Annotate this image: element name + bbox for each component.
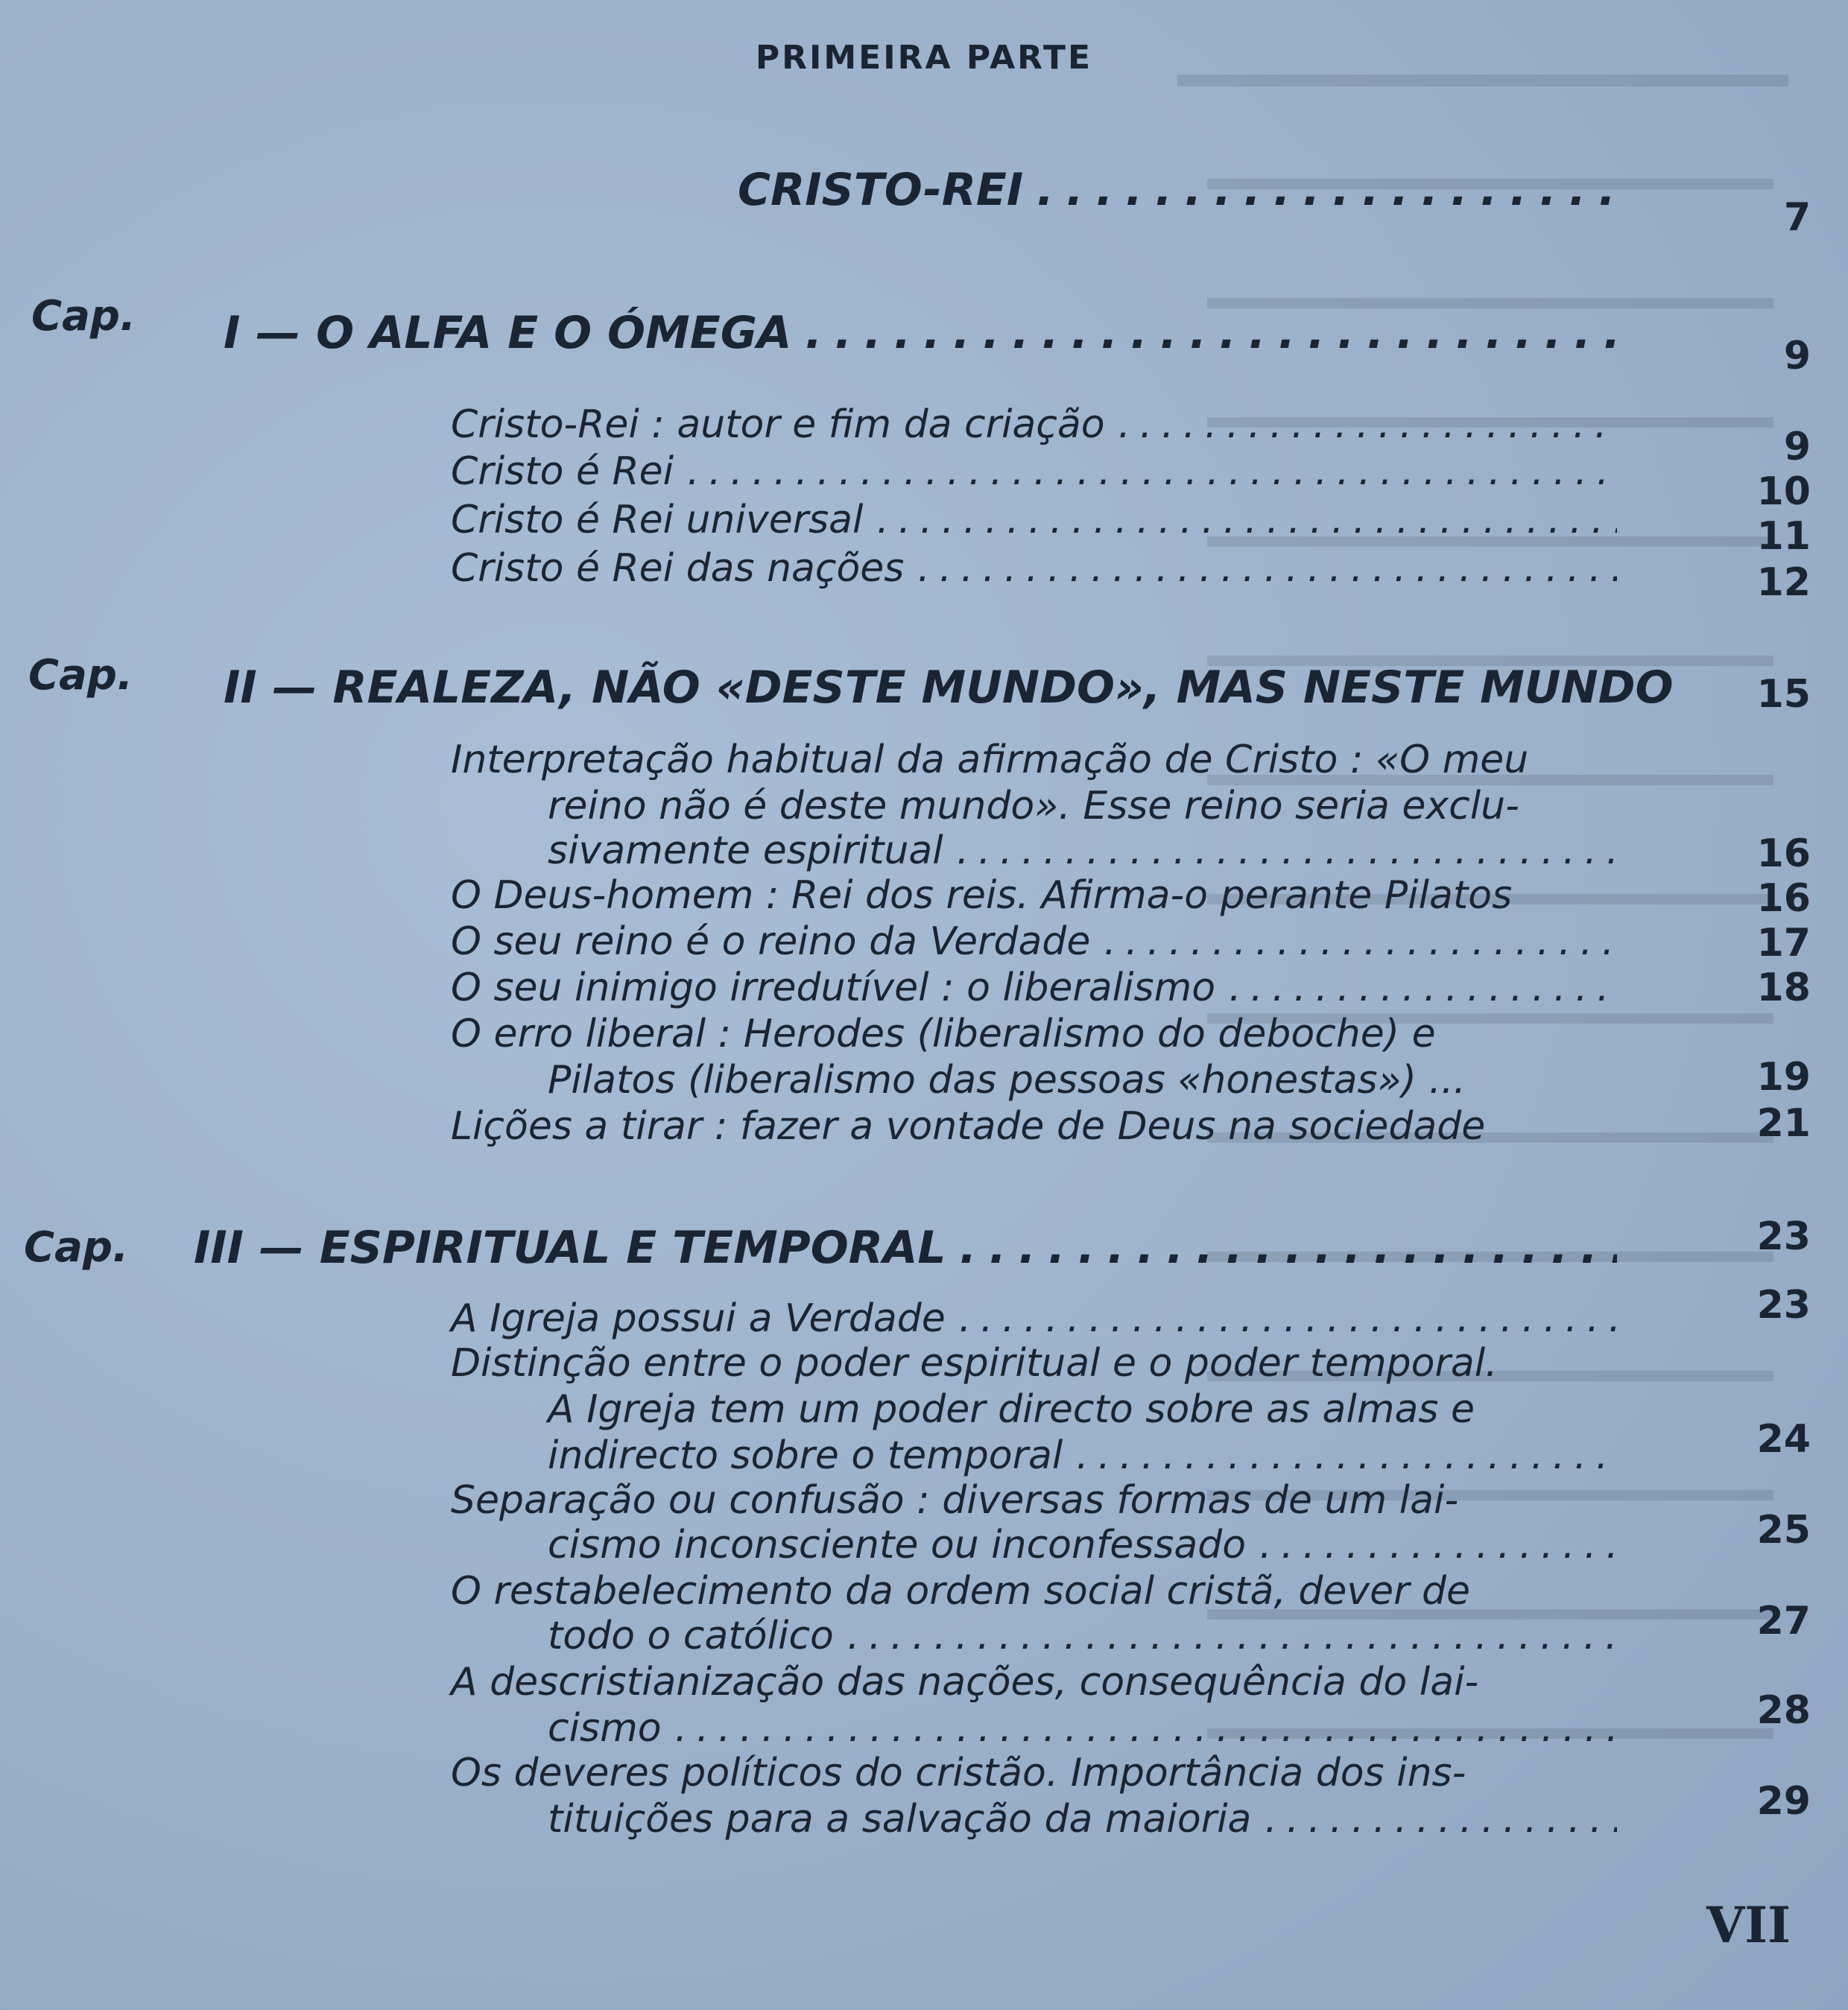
toc-entry-continuation xyxy=(548,1706,1617,1751)
entry-page-number: 27 xyxy=(1756,1599,1811,1643)
toc-entry-continuation xyxy=(548,1433,1617,1478)
leader-dots xyxy=(805,307,1617,359)
entry-text: A Igreja possui a Verdade xyxy=(451,1296,946,1341)
toc-entry xyxy=(451,1296,1617,1341)
chapter-page-number: 9 xyxy=(1783,334,1811,378)
toc-entry xyxy=(451,1478,1617,1523)
entry-text: Pilatos (liberalismo das pessoas «honestas») ... xyxy=(548,1058,1466,1103)
entry-text: reino não é deste mundo». Esse reino seria exclu- xyxy=(548,784,1519,828)
chapter-page-number: 15 xyxy=(1756,672,1811,717)
toc-entry xyxy=(451,1341,1617,1386)
leader-dots xyxy=(917,546,1617,591)
entry-text: indirecto sobre o temporal xyxy=(548,1433,1063,1478)
leader-dots xyxy=(847,1614,1617,1658)
chapter-title-row xyxy=(224,662,1674,714)
entry-page-number: 9 xyxy=(1783,425,1811,469)
entry-text: Cristo é Rei das nações xyxy=(451,546,905,591)
entry-page-number: 19 xyxy=(1756,1055,1811,1100)
chapter-title: III — ESPIRITUAL E TEMPORAL xyxy=(194,1222,946,1274)
toc-entry-continuation xyxy=(548,828,1617,873)
leader-dots xyxy=(959,1296,1617,1341)
toc-entry-continuation xyxy=(548,1797,1617,1842)
entry-page-number: 11 xyxy=(1756,514,1811,559)
toc-entry xyxy=(451,449,1617,494)
entry-text: O erro liberal : Herodes (liberalismo do deboche) e xyxy=(451,1012,1436,1056)
section-title: CRISTO-REI xyxy=(738,164,1024,216)
entry-text: A descristianização das nações, consequência do lai- xyxy=(451,1660,1479,1705)
leader-dots xyxy=(957,828,1617,873)
toc-entry xyxy=(451,1104,1617,1149)
toc-entry-continuation xyxy=(548,1387,1617,1432)
entry-text: cismo xyxy=(548,1706,662,1751)
entry-text: O seu inimigo irredutível : o liberalismo xyxy=(451,966,1216,1010)
entry-text: Separação ou confusão : diversas formas de um lai- xyxy=(451,1478,1459,1523)
cap-label: Cap. xyxy=(28,651,133,700)
section-page-number: 7 xyxy=(1783,195,1811,240)
toc-entry xyxy=(451,1569,1617,1614)
toc-entry xyxy=(451,1012,1617,1056)
section-title-row xyxy=(738,164,1617,216)
page-folio: VII xyxy=(1706,1896,1791,1954)
entry-page-number: 16 xyxy=(1756,876,1811,921)
leader-dots xyxy=(1118,402,1617,447)
toc-entry xyxy=(451,1660,1617,1705)
toc-entry-continuation xyxy=(548,1523,1617,1567)
leader-dots xyxy=(1037,164,1617,216)
entry-page-number: 29 xyxy=(1756,1779,1811,1824)
entry-page-number: 10 xyxy=(1756,469,1811,514)
cap-label: Cap. xyxy=(24,1223,129,1272)
chapter-title-row xyxy=(224,307,1617,359)
entry-text: O Deus-homem : Rei dos reis. Afirma-o perante Pilatos xyxy=(451,873,1513,918)
cap-label: Cap. xyxy=(31,292,136,340)
entry-text: Cristo-Rei : autor e fim da criação xyxy=(451,402,1105,447)
chapter-title: I — O ALFA E O ÓMEGA xyxy=(224,307,792,359)
leader-dots xyxy=(687,449,1617,494)
toc-entry xyxy=(451,546,1617,591)
entry-text: O seu reino é o reino da Verdade xyxy=(451,919,1091,964)
entry-page-number: 18 xyxy=(1756,966,1811,1010)
toc-entry-continuation xyxy=(548,1614,1617,1658)
toc-entry xyxy=(451,1751,1617,1795)
entry-text: Interpretação habitual da afirmação de Cristo : «O meu xyxy=(451,738,1529,782)
toc-entry-continuation xyxy=(548,784,1617,828)
chapter-page-number: 23 xyxy=(1756,1214,1811,1259)
leader-dots xyxy=(877,498,1618,542)
part-heading: PRIMEIRA PARTE xyxy=(755,39,1093,77)
toc-entry xyxy=(451,402,1617,447)
entry-text: A Igreja tem um poder directo sobre as almas e xyxy=(548,1387,1475,1432)
leader-dots xyxy=(1229,966,1617,1010)
entry-page-number: 12 xyxy=(1756,560,1811,605)
toc-entry xyxy=(451,919,1617,964)
entry-text: tituições para a salvação da maioria xyxy=(548,1797,1252,1842)
toc-entry xyxy=(451,873,1617,918)
leader-dots xyxy=(1076,1433,1617,1478)
leader-dots xyxy=(960,1222,1617,1274)
leader-dots xyxy=(675,1706,1617,1751)
toc-entry xyxy=(451,498,1617,542)
entry-text: Lições a tirar : fazer a vontade de Deus na sociedade xyxy=(451,1104,1486,1149)
entry-text: Cristo é Rei universal xyxy=(451,498,864,542)
entry-page-number: 23 xyxy=(1756,1283,1811,1328)
leader-dots xyxy=(1104,919,1617,964)
entry-page-number: 28 xyxy=(1756,1688,1811,1733)
entry-text: cismo inconsciente ou inconfessado xyxy=(548,1523,1247,1567)
entry-text: todo o católico xyxy=(548,1614,834,1658)
entry-page-number: 16 xyxy=(1756,831,1811,876)
entry-text: Cristo é Rei xyxy=(451,449,674,494)
chapter-title-row xyxy=(194,1222,1617,1274)
entry-text: O restabelecimento da ordem social cristã, dever de xyxy=(451,1569,1471,1614)
entry-text: sivamente espiritual xyxy=(548,828,943,873)
entry-page-number: 21 xyxy=(1756,1101,1811,1146)
entry-page-number: 24 xyxy=(1756,1417,1811,1462)
chapter-title: II — REALEZA, NÃO «DESTE MUNDO», MAS NESTE MUNDO xyxy=(224,662,1674,714)
leader-dots xyxy=(1265,1797,1617,1842)
entry-text: Distinção entre o poder espiritual e o poder temporal. xyxy=(451,1341,1498,1386)
toc-entry xyxy=(451,966,1617,1010)
toc-entry-continuation xyxy=(548,1058,1617,1103)
entry-page-number: 25 xyxy=(1756,1508,1811,1553)
entry-page-number: 17 xyxy=(1756,921,1811,966)
toc-entry xyxy=(451,738,1617,782)
leader-dots xyxy=(1259,1523,1617,1567)
entry-text: Os deveres políticos do cristão. Importância dos ins- xyxy=(451,1751,1466,1795)
